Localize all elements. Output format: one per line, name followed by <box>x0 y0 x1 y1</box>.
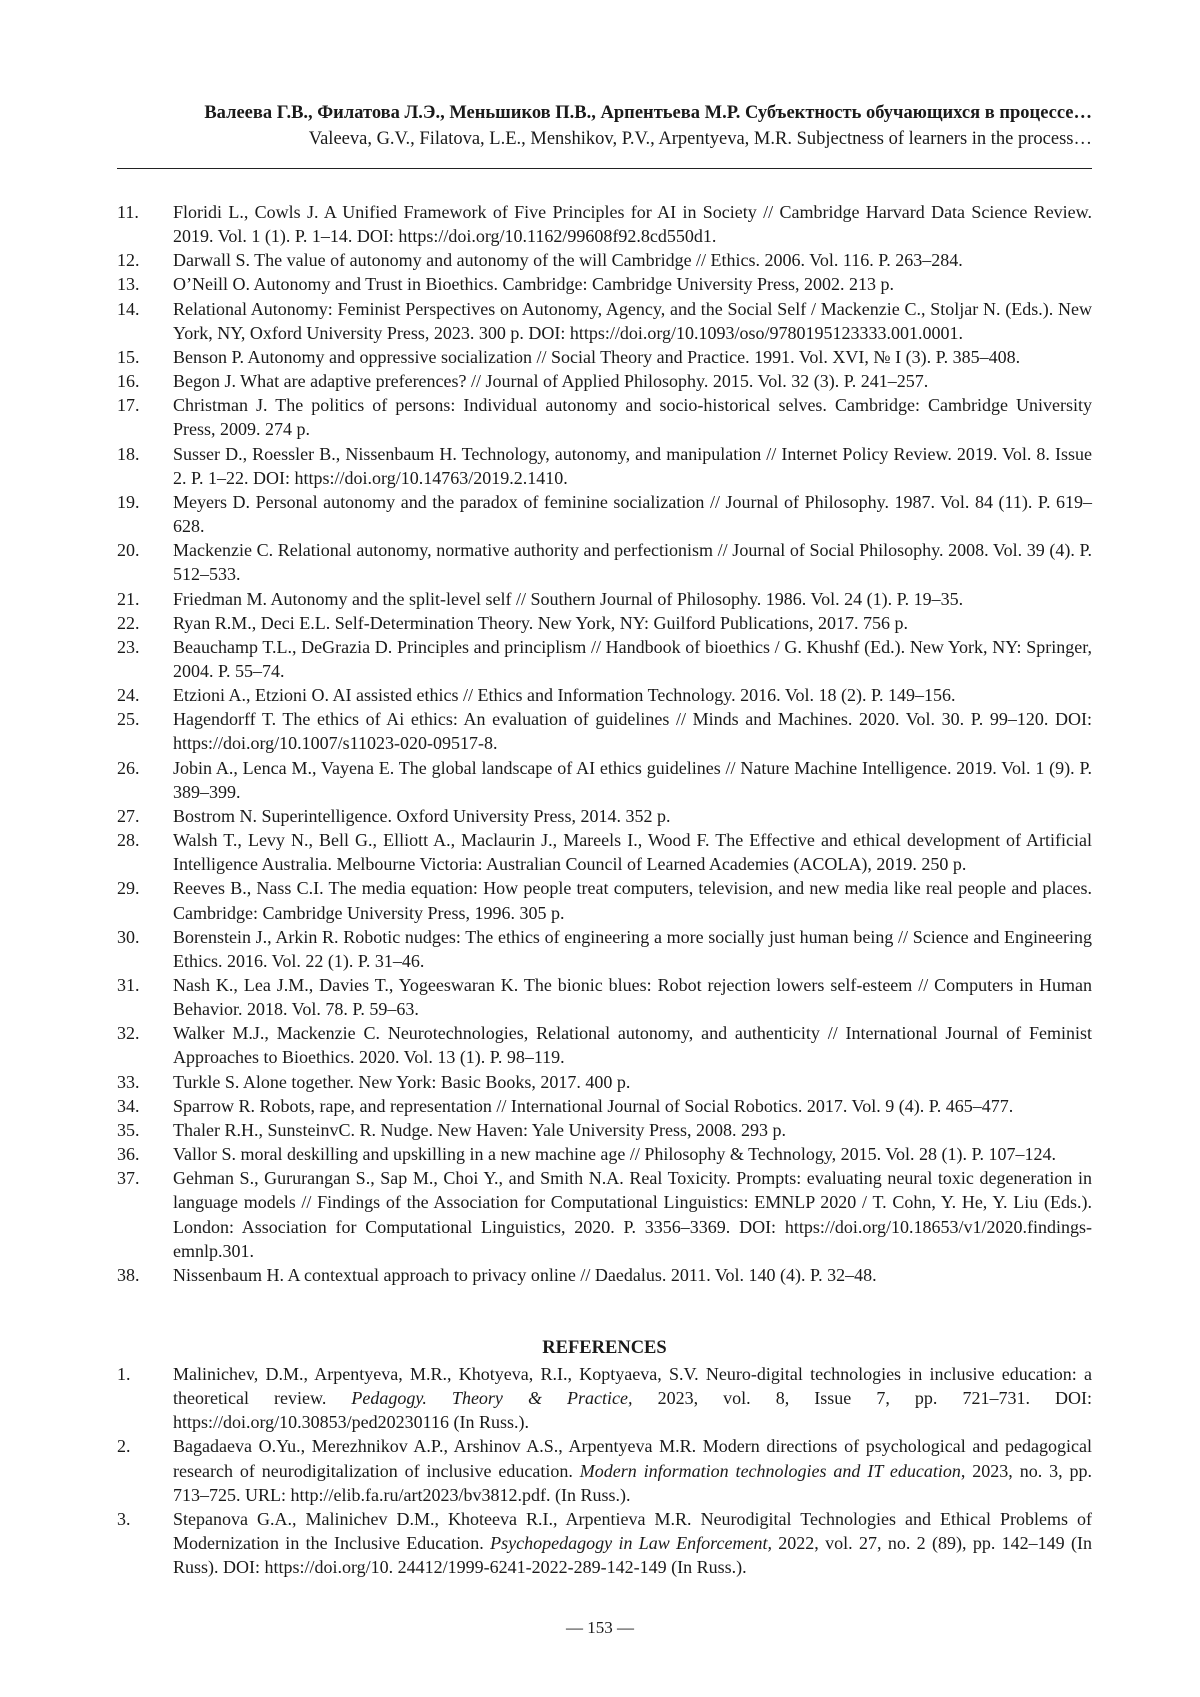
reference-item <box>117 345 1092 369</box>
reference-number: 32. <box>117 1023 140 1044</box>
reference-text: Mackenzie C. Relational autonomy, normative authority and perfectionism // Journal of Social Philosophy. 2008. Vol. 39 (4). P. 512–533. <box>173 540 1092 585</box>
reference-journal: Pedagogy. Theory & Practice, <box>351 1388 633 1409</box>
reference-item <box>117 1021 1092 1069</box>
reference-item <box>117 490 1092 538</box>
reference-text: Sparrow R. Robots, rape, and representation // International Journal of Social Robotics. 2017. Vol. 9 (4). P. 465–477. <box>173 1095 1014 1116</box>
reference-item <box>117 1142 1092 1166</box>
reference-text: Hagendorff T. The ethics of Ai ethics: An evaluation of guidelines // Minds and Machines. 2020. Vol. 30. P. 99–120. DOI: https://doi.org/10.1007/s11023-020-09517-8. <box>173 709 1092 754</box>
reference-item <box>117 538 1092 586</box>
reference-item <box>117 1070 1092 1094</box>
reference-text: Meyers D. Personal autonomy and the paradox of feminine socialization // Journal of Philosophy. 1987. Vol. 84 (11). P. 619–628. <box>173 491 1092 537</box>
reference-authors-title: Bagadaeva O.Yu., Merezhnikov A.P., Arshinov A.S., Arpentyeva M.R. Modern directions of psychological and pedagogical research of neurodigitalization of inclusive education. <box>173 1436 1092 1481</box>
reference-number: 34. <box>117 1095 140 1116</box>
reference-number: 1. <box>117 1364 131 1384</box>
reference-text: Nash K., Lea J.M., Davies T., Yogeeswaran K. The bionic blues: Robot rejection lowers self-esteem // Computers in Human Behavior. 2018. Vol. 78. P. 59–63. <box>173 975 1092 1020</box>
reference-text <box>173 1507 1092 1579</box>
reference-text: Ryan R.M., Deci E.L. Self-Determination Theory. New York, NY: Guilford Publications, 2017. 756 p. <box>173 612 909 633</box>
reference-item <box>117 442 1092 490</box>
reference-number: 19. <box>117 491 140 512</box>
reference-item <box>117 1507 1092 1579</box>
reference-details: , 2023, no. 3, pp. 713–725. URL: http://elib.fa.ru/art2023/bv3812.pdf. (In Russ.). <box>173 1460 1093 1505</box>
reference-number: 33. <box>117 1071 140 1092</box>
reference-item <box>117 828 1092 876</box>
reference-number: 16. <box>117 371 140 392</box>
reference-number: 3. <box>117 1508 131 1529</box>
reference-text: Begon J. What are adaptive preferences? // Journal of Applied Philosophy. 2015. Vol. 32 (3). P. 241–257. <box>173 371 929 392</box>
reference-number: 17. <box>117 395 140 416</box>
reference-number: 2. <box>117 1436 131 1457</box>
reference-text <box>173 1434 1092 1506</box>
running-header <box>117 100 1092 152</box>
reference-text: Thaler R.H., SunsteinvC. R. Nudge. New Haven: Yale University Press, 2008. 293 p. <box>173 1119 786 1140</box>
reference-item <box>117 369 1092 393</box>
reference-journal: Modern information technologies and IT education <box>579 1460 961 1481</box>
reference-item <box>117 248 1092 272</box>
reference-number: 35. <box>117 1119 140 1140</box>
reference-number: 12. <box>117 250 140 271</box>
references-section <box>117 1336 1092 1579</box>
reference-item <box>117 635 1092 683</box>
reference-text <box>173 1362 1092 1434</box>
reference-number: 24. <box>117 685 140 706</box>
reference-list <box>117 200 1092 1287</box>
reference-number: 37. <box>117 1168 140 1189</box>
reference-number: 20. <box>117 540 140 561</box>
reference-text: Friedman M. Autonomy and the split-level self // Southern Journal of Philosophy. 1986. Vol. 24 (1). P. 19–35. <box>173 588 964 609</box>
reference-text: Nissenbaum H. A contextual approach to privacy online // Daedalus. 2011. Vol. 140 (4). P. 32–48. <box>173 1264 877 1285</box>
reference-authors-title: Stepanova G.A., Malinichev D.M., Khoteeva R.I., Arpentieva M.R. Neurodigital Technologies and Ethical Problems of Modernization in the Inclusive Education. <box>173 1508 1092 1554</box>
reference-text: Turkle S. Alone together. New York: Basic Books, 2017. 400 p. <box>173 1071 631 1092</box>
reference-number: 38. <box>117 1264 140 1285</box>
reference-text: Walsh T., Levy N., Bell G., Elliott A., Maclaurin J., Mareels I., Wood F. The Effective and ethical development of Artificial Intelligence Australia. Melbourne Victoria: Australian Council of Learned Academies (ACOLA), 2019. 250 p. <box>173 830 1092 875</box>
reference-item <box>117 1094 1092 1118</box>
reference-item <box>117 683 1092 707</box>
reference-item <box>117 804 1092 828</box>
reference-authors-title: Malinichev, D.M., Arpentyeva, M.R., Khotyeva, R.I., Koptyaeva, S.V. Neuro-digital technologies in inclusive education: a theoretical review. <box>173 1364 1092 1409</box>
reference-text: Etzioni A., Etzioni O. AI assisted ethics // Ethics and Information Technology. 2016. Vol. 18 (2). P. 149–156. <box>173 685 956 706</box>
reference-text: Vallor S. moral deskilling and upskilling in a new machine age // Philosophy & Technology, 2015. Vol. 28 (1). P. 107–124. <box>173 1144 1057 1165</box>
reference-text: Christman J. The politics of persons: Individual autonomy and socio-historical selves. Cambridge: Cambridge University Press, 2009. 274 p. <box>173 395 1092 440</box>
reference-number: 14. <box>117 298 140 319</box>
reference-details: 2022, vol. 27, no. 2 (89), pp. 142–149 (In Russ). DOI: https://doi.org/10. 24412/1999-6241-2022-289-142-149 (In Russ.). <box>173 1533 1093 1578</box>
reference-item <box>117 611 1092 635</box>
reference-number: 26. <box>117 757 140 778</box>
reference-number: 23. <box>117 636 140 657</box>
reference-number: 36. <box>117 1144 140 1165</box>
reference-number: 31. <box>117 975 140 995</box>
reference-number: 13. <box>117 274 140 295</box>
reference-number: 25. <box>117 709 140 730</box>
reference-number: 21. <box>117 588 140 609</box>
reference-number: 30. <box>117 926 140 947</box>
reference-number: 27. <box>117 805 140 826</box>
reference-number: 15. <box>117 346 140 367</box>
reference-text: O’Neill O. Autonomy and Trust in Bioethics. Cambridge: Cambridge University Press, 2002. 213 p. <box>173 274 894 295</box>
reference-item <box>117 925 1092 973</box>
reference-item <box>117 1362 1092 1434</box>
reference-text: Bostrom N. Superintelligence. Oxford University Press, 2014. 352 p. <box>173 805 671 826</box>
reference-text: Floridi L., Cowls J. A Unified Framework of Five Principles for AI in Society // Cambridge Harvard Data Science Review. 2019. Vol. 1 (1). P. 1–14. DOI: https://doi.org/10.1162/99608f92.8cd550d1. <box>173 202 1092 247</box>
reference-item <box>117 1263 1092 1287</box>
reference-text: Reeves B., Nass C.I. The media equation: How people treat computers, television, and new media like real people and places. Cambridge: Cambridge University Press, 1996. 305 p. <box>173 878 1092 923</box>
reference-details: 2023, vol. 8, Issue 7, pp. 721–731. DOI: https://doi.org/10.30853/ped20230116 (In Russ.). <box>173 1388 1092 1433</box>
reference-item <box>117 587 1092 611</box>
reference-text: Darwall S. The value of autonomy and autonomy of the will Cambridge // Ethics. 2006. Vol. 116. P. 263–284. <box>173 250 963 271</box>
page-number: — 153 — <box>566 1618 634 1637</box>
reference-item <box>117 272 1092 296</box>
reference-text: Susser D., Roessler B., Nissenbaum H. Technology, autonomy, and manipulation // Internet Policy Review. 2019. Vol. 8. Issue 2. P. 1–22. DOI: https://doi.org/10.14763/2019.2.1410. <box>173 443 1092 488</box>
references-en-list <box>117 1362 1092 1579</box>
reference-number: 28. <box>117 830 140 851</box>
reference-text: Relational Autonomy: Feminist Perspectives on Autonomy, Agency, and the Social Self / Mackenzie C., Stoljar N. (Eds.). New York, NY, Oxford University Press, 2023. 300 p. DOI: https://doi.org/10.1093/oso/9780195123333.001.0001. <box>173 298 1092 343</box>
reference-item <box>117 297 1092 345</box>
reference-item <box>117 200 1092 248</box>
reference-item <box>117 1166 1092 1263</box>
header-title-ru: Валеева Г.В., Филатова Л.Э., Меньшиков П.В., Арпентьева М.Р. Субъектность обучающихся в процессе… <box>204 103 1092 123</box>
reference-journal: Psychopedagogy in Law Enforcement, <box>490 1533 772 1554</box>
header-title-en: Valeeva, G.V., Filatova, L.E., Menshikov, P.V., Arpentyeva, M.R. Subjectness of learners in the process… <box>308 129 1092 149</box>
reference-text: Jobin A., Lenca M., Vayena E. The global landscape of AI ethics guidelines // Nature Machine Intelligence. 2019. Vol. 1 (9). P. 389–399. <box>173 757 1092 802</box>
reference-text: Gehman S., Gururangan S., Sap M., Choi Y., and Smith N.A. Real Toxicity. Prompts: evaluating neural toxic degeneration in language models // Findings of the Association for Computational Linguistics: EMNLP 2020 / T. Cohn, Y. He, Y. Liu (Eds.). London: Association for Computational Linguistics, 2020. P. 3356–3369. DOI: https://doi.org/10.18653/v1/2020.findings-emnlp.301. <box>173 1168 1092 1261</box>
reference-item <box>117 393 1092 441</box>
reference-item <box>117 1118 1092 1142</box>
reference-item <box>117 1434 1092 1506</box>
reference-number: 22. <box>117 612 140 633</box>
reference-number: 18. <box>117 443 140 464</box>
reference-text: Borenstein J., Arkin R. Robotic nudges: The ethics of engineering a more socially just human being // Science and Engineering Ethics. 2016. Vol. 22 (1). P. 31–46. <box>173 926 1092 971</box>
reference-number: 11. <box>117 202 139 222</box>
reference-text: Beauchamp T.L., DeGrazia D. Principles and principlism // Handbook of bioethics / G. Khushf (Ed.). New York, NY: Springer, 2004. P. 55–74. <box>173 636 1092 681</box>
reference-number: 29. <box>117 878 140 899</box>
reference-text: Benson P. Autonomy and oppressive socialization // Social Theory and Practice. 1991. Vol. XVI, № I (3). P. 385–408. <box>173 346 1021 367</box>
reference-text: Walker M.J., Mackenzie C. Neurotechnologies, Relational autonomy, and authenticity // International Journal of Feminist Approaches to Bioethics. 2020. Vol. 13 (1). P. 98–119. <box>173 1023 1092 1068</box>
reference-item <box>117 756 1092 804</box>
references-heading: REFERENCES <box>542 1338 667 1358</box>
reference-item <box>117 707 1092 755</box>
reference-item <box>117 876 1092 924</box>
reference-item <box>117 973 1092 1021</box>
header-divider <box>117 168 1092 169</box>
